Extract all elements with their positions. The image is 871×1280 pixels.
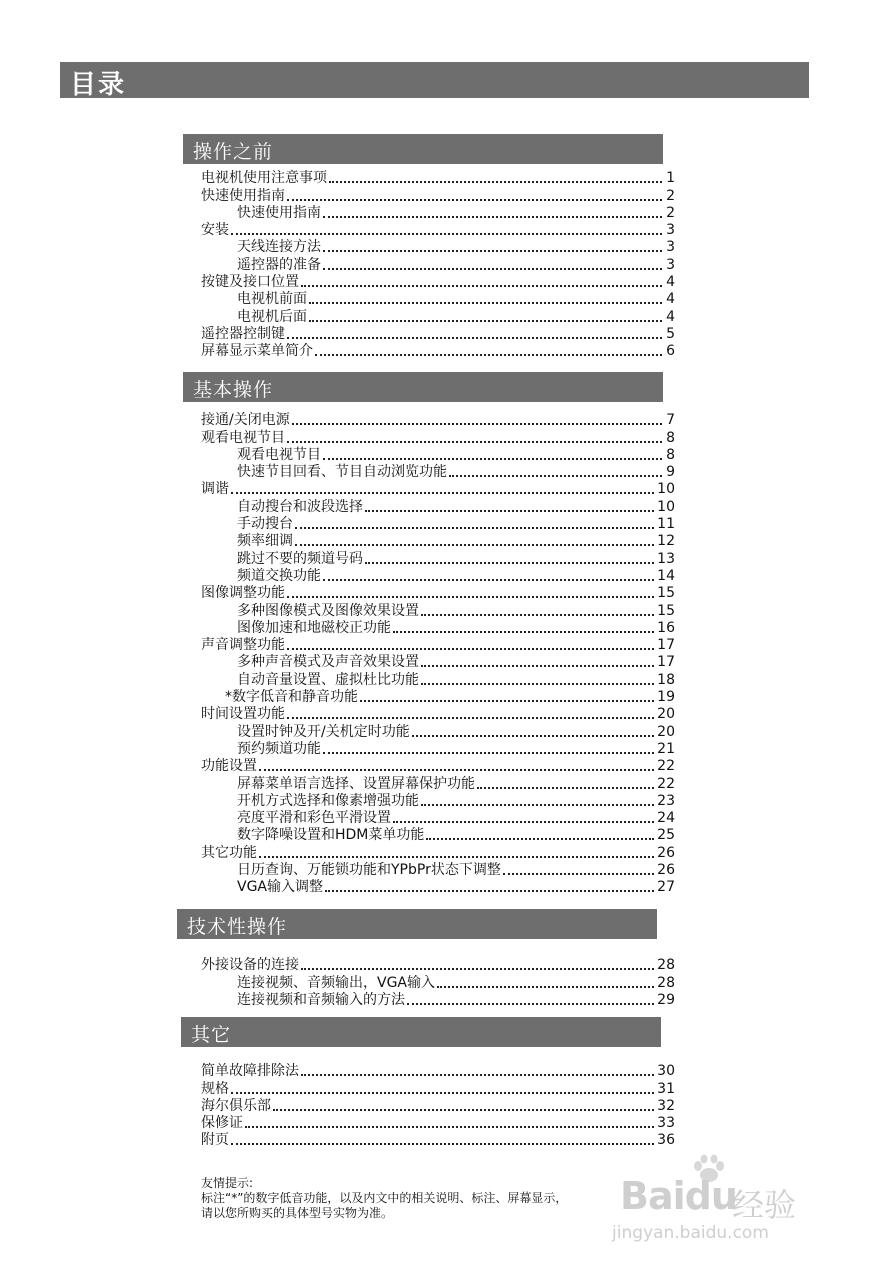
- dot-leader: [287, 647, 654, 650]
- dot-leader: [365, 509, 654, 512]
- toc-entry-label: 屏幕显示菜单简介: [201, 343, 313, 360]
- toc-entry-page: 18: [657, 671, 675, 688]
- toc-entry-page: 6: [666, 343, 675, 360]
- toc-entry-label: 连接视频、音频输出，VGA输入: [237, 974, 436, 991]
- toc-entry: [201, 793, 675, 810]
- toc-entry-label: 亮度平滑和彩色平滑设置: [237, 810, 391, 827]
- toc-entry-page: 2: [666, 187, 675, 204]
- dot-leader: [323, 249, 662, 252]
- toc-entry: [201, 412, 675, 429]
- toc-entry-label: 多种声音模式及声音效果设置: [237, 654, 419, 671]
- dot-leader: [323, 578, 654, 581]
- toc-entry-page: 14: [657, 567, 675, 584]
- toc-entry-page: 20: [657, 723, 675, 740]
- toc-entry: [201, 620, 675, 637]
- toc-entry-label: 跳过不要的频道号码: [237, 550, 363, 567]
- toc-entry: [201, 239, 675, 256]
- toc-entry-label: VGA输入调整: [237, 879, 324, 896]
- toc-entry: [201, 654, 675, 671]
- toc-entry: [201, 498, 675, 515]
- toc-entry-page: 27: [657, 879, 675, 896]
- toc-entry-label: 日历查询、万能锁功能和YPbPr状态下调整: [237, 862, 501, 879]
- toc-entry: [201, 1063, 675, 1080]
- toc-entry-label: 连接视频和音频输入的方法: [237, 991, 405, 1008]
- section-heading: 技术性操作: [187, 916, 288, 938]
- toc-entry-page: 3: [666, 222, 675, 239]
- dot-leader: [295, 543, 654, 546]
- toc-entry-page: 8: [666, 446, 675, 463]
- toc-entry-label: 遥控器的准备: [237, 256, 321, 273]
- dot-leader: [287, 198, 662, 201]
- toc-entry: [201, 187, 675, 204]
- toc-entry: [201, 308, 675, 325]
- dot-leader: [323, 267, 662, 270]
- dot-leader: [365, 561, 654, 564]
- toc-entry-page: 31: [657, 1080, 675, 1097]
- toc-entry-page: 16: [657, 619, 675, 636]
- toc-list-basic-operation: [201, 412, 675, 896]
- dot-leader: [231, 1091, 654, 1094]
- dot-leader: [421, 682, 654, 685]
- toc-entry-page: 20: [657, 706, 675, 723]
- toc-entry-label: 数字降噪设置和HDM菜单功能: [237, 827, 425, 844]
- toc-entry-label: 快速使用指南: [201, 187, 285, 204]
- toc-entry: [201, 533, 675, 550]
- dot-leader: [231, 232, 662, 235]
- toc-entry-label: 简单故障排除法: [201, 1063, 299, 1080]
- toc-entry-page: 24: [657, 810, 675, 827]
- toc-entry-label: 时间设置功能: [201, 706, 285, 723]
- toc-entry: [201, 447, 675, 464]
- toc-entry: [201, 602, 675, 619]
- dot-leader: [231, 1142, 654, 1145]
- toc-entry-label: 天线连接方法: [237, 239, 321, 256]
- dot-leader: [329, 180, 662, 183]
- toc-entry: [201, 568, 675, 585]
- toc-title: 目录: [70, 70, 127, 100]
- toc-entry-label: 调谐: [201, 481, 229, 498]
- toc-entry-page: 10: [657, 498, 675, 515]
- toc-entry-label: 声音调整功能: [201, 637, 285, 654]
- toc-entry: [201, 741, 675, 758]
- toc-entry: [201, 957, 675, 974]
- section-header-before-operation: [183, 134, 663, 164]
- dot-leader: [421, 613, 654, 616]
- dot-leader: [287, 440, 662, 443]
- tip-line: 请以您所购买的具体型号实物为准。: [201, 1206, 394, 1220]
- toc-entry-page: 17: [657, 637, 675, 654]
- toc-entry: [201, 992, 675, 1009]
- toc-entry: [201, 343, 675, 360]
- toc-entry-label: 快速使用指南: [237, 204, 321, 221]
- toc-entry-label: 自动搜台和波段选择: [237, 498, 363, 515]
- dot-leader: [287, 336, 662, 339]
- baidu-jingyan-watermark: [612, 1148, 832, 1248]
- dot-leader: [245, 1125, 654, 1128]
- toc-entry-page: 22: [657, 775, 675, 792]
- toc-entry: [201, 429, 675, 446]
- watermark-url: jingyan.baidu.com: [612, 1223, 769, 1243]
- toc-entry: [201, 879, 675, 896]
- toc-entry-label: 安装: [201, 222, 229, 239]
- toc-entry-label: 规格: [201, 1080, 229, 1097]
- toc-entry-label: 预约频道功能: [237, 740, 321, 757]
- toc-entry-page: 1: [666, 170, 675, 187]
- toc-entry-label: 电视机后面: [237, 308, 307, 325]
- section-header-basic-operation: [183, 372, 663, 402]
- toc-entry-page: 7: [666, 412, 675, 429]
- toc-entry-page: 19: [657, 689, 675, 706]
- toc-entry: [201, 326, 675, 343]
- dot-leader: [301, 284, 662, 287]
- toc-entry-page: 11: [657, 516, 675, 533]
- toc-entry-label: 海尔俱乐部: [201, 1097, 271, 1114]
- toc-entry-label: 屏幕菜单语言选择、设置屏幕保护功能: [237, 775, 475, 792]
- dot-leader: [287, 595, 654, 598]
- section-heading: 其它: [191, 1024, 232, 1046]
- toc-entry-page: 3: [666, 256, 675, 273]
- dot-leader: [393, 630, 654, 633]
- tip-line: 标注“*”的数字低音功能，以及内文中的相关说明、标注、屏幕显示，: [201, 1191, 568, 1205]
- dot-leader: [323, 751, 654, 754]
- toc-entry-label: 频率细调: [237, 533, 293, 550]
- toc-entry-label: 功能设置: [201, 758, 257, 775]
- toc-list-others: [201, 1063, 675, 1149]
- dot-leader: [309, 319, 662, 322]
- toc-entry: [201, 810, 675, 827]
- toc-entry: [201, 481, 675, 498]
- toc-entry: [201, 723, 675, 740]
- toc-entry-page: 28: [657, 974, 675, 991]
- toc-entry: [201, 516, 675, 533]
- toc-entry-label: 电视机前面: [237, 291, 307, 308]
- toc-entry: [201, 671, 675, 688]
- toc-entry: [201, 974, 675, 991]
- toc-entry: [201, 274, 675, 291]
- toc-title-bar: [60, 62, 809, 98]
- dot-leader: [295, 526, 654, 529]
- toc-entry: [201, 827, 675, 844]
- dot-leader: [426, 837, 654, 840]
- toc-entry-page: 13: [657, 550, 675, 567]
- toc-entry: [201, 706, 675, 723]
- toc-entry-page: 26: [657, 844, 675, 861]
- toc-entry-page: 36: [657, 1132, 675, 1149]
- toc-entry-page: 15: [657, 602, 675, 619]
- toc-entry-label: 外接设备的连接: [201, 957, 299, 974]
- dot-leader: [301, 1073, 654, 1076]
- toc-entry: [201, 689, 675, 706]
- toc-entry-page: 12: [657, 533, 675, 550]
- toc-entry: [201, 464, 675, 481]
- dot-leader: [323, 457, 662, 460]
- toc-entry: [201, 758, 675, 775]
- toc-entry-label: 电视机使用注意事项: [201, 170, 327, 187]
- toc-entry-label: 其它功能: [201, 844, 257, 861]
- dot-leader: [437, 985, 654, 988]
- dot-leader: [259, 768, 654, 771]
- toc-entry: [201, 637, 675, 654]
- section-heading: 基本操作: [193, 379, 274, 401]
- toc-entry-label: 多种图像模式及图像效果设置: [237, 602, 419, 619]
- toc-entry-label: 频道交换功能: [237, 567, 321, 584]
- toc-entry-label: 图像加速和地磁校正功能: [237, 619, 391, 636]
- toc-entry: [201, 222, 675, 239]
- toc-entry-page: 21: [657, 740, 675, 757]
- toc-entry-page: 32: [657, 1097, 675, 1114]
- toc-entry-page: 33: [657, 1115, 675, 1132]
- toc-entry: [201, 1115, 675, 1132]
- dot-leader: [421, 664, 654, 667]
- toc-entry-label: 保修证: [201, 1115, 243, 1132]
- section-header-technical-operation: [177, 909, 657, 939]
- toc-entry-label: *数字低音和静音功能: [225, 689, 358, 706]
- toc-entry-page: 23: [657, 792, 675, 809]
- toc-entry-page: 4: [666, 274, 675, 291]
- toc-entry-page: 3: [666, 239, 675, 256]
- toc-entry-label: 开机方式选择和像素增强功能: [237, 792, 419, 809]
- toc-list-technical-operation: [201, 957, 675, 1009]
- dot-leader: [315, 353, 662, 356]
- toc-list-before-operation: [201, 170, 675, 360]
- toc-entry-page: 29: [657, 991, 675, 1008]
- toc-entry-page: 26: [657, 862, 675, 879]
- section-header-others: [181, 1017, 661, 1047]
- toc-entry-label: 遥控器控制键: [201, 325, 285, 342]
- toc-entry: [201, 862, 675, 879]
- toc-entry: [201, 775, 675, 792]
- toc-entry-page: 5: [666, 325, 675, 342]
- toc-entry-label: 附页: [201, 1132, 229, 1149]
- toc-entry-page: 25: [657, 827, 675, 844]
- dot-leader: [421, 803, 654, 806]
- friendly-tip: [201, 1176, 567, 1221]
- dot-leader: [449, 474, 662, 477]
- toc-entry-label: 快速节目回看、节目自动浏览功能: [237, 464, 447, 481]
- dot-leader: [309, 301, 662, 304]
- dot-leader: [325, 889, 654, 892]
- dot-leader: [393, 820, 654, 823]
- toc-entry-label: 观看电视节目: [237, 446, 321, 463]
- toc-entry: [201, 1098, 675, 1115]
- toc-entry: [201, 585, 675, 602]
- section-heading: 操作之前: [193, 141, 274, 163]
- toc-entry-label: 按键及接口位置: [201, 274, 299, 291]
- dot-leader: [412, 734, 654, 737]
- watermark-logo: Baidu: [620, 1174, 737, 1218]
- toc-entry-page: 22: [657, 758, 675, 775]
- watermark-cn: 经验: [732, 1186, 797, 1224]
- toc-entry-label: 观看电视节目: [201, 429, 285, 446]
- toc-entry-page: 4: [666, 308, 675, 325]
- dot-leader: [477, 786, 654, 789]
- dot-leader: [503, 872, 654, 875]
- toc-entry-page: 8: [666, 429, 675, 446]
- toc-entry-label: 图像调整功能: [201, 585, 285, 602]
- toc-entry-page: 17: [657, 654, 675, 671]
- toc-entry: [201, 170, 675, 187]
- toc-entry-page: 15: [657, 585, 675, 602]
- dot-leader: [407, 1002, 654, 1005]
- toc-entry-label: 手动搜台: [237, 516, 293, 533]
- toc-entry-page: 2: [666, 204, 675, 221]
- toc-entry: [201, 1080, 675, 1097]
- dot-leader: [259, 855, 654, 858]
- toc-entry-page: 30: [657, 1063, 675, 1080]
- toc-entry: [201, 205, 675, 222]
- toc-entry: [201, 291, 675, 308]
- dot-leader: [292, 422, 662, 425]
- toc-entry-label: 设置时钟及开/关机定时功能: [237, 723, 410, 740]
- dot-leader: [231, 491, 654, 494]
- toc-entry-page: 28: [657, 957, 675, 974]
- toc-entry-label: 接通/关闭电源: [201, 412, 290, 429]
- tip-title: 友情提示:: [201, 1176, 254, 1190]
- dot-leader: [273, 1108, 654, 1111]
- toc-entry: [201, 1132, 675, 1149]
- toc-entry-page: 4: [666, 291, 675, 308]
- toc-entry-label: 自动音量设置、虚拟杜比功能: [237, 671, 419, 688]
- toc-entry: [201, 844, 675, 861]
- dot-leader: [323, 215, 662, 218]
- toc-entry-page: 10: [657, 481, 675, 498]
- dot-leader: [360, 699, 654, 702]
- toc-entry: [201, 550, 675, 567]
- toc-entry-page: 9: [666, 464, 675, 481]
- toc-entry: [201, 256, 675, 273]
- dot-leader: [287, 716, 654, 719]
- dot-leader: [301, 967, 654, 970]
